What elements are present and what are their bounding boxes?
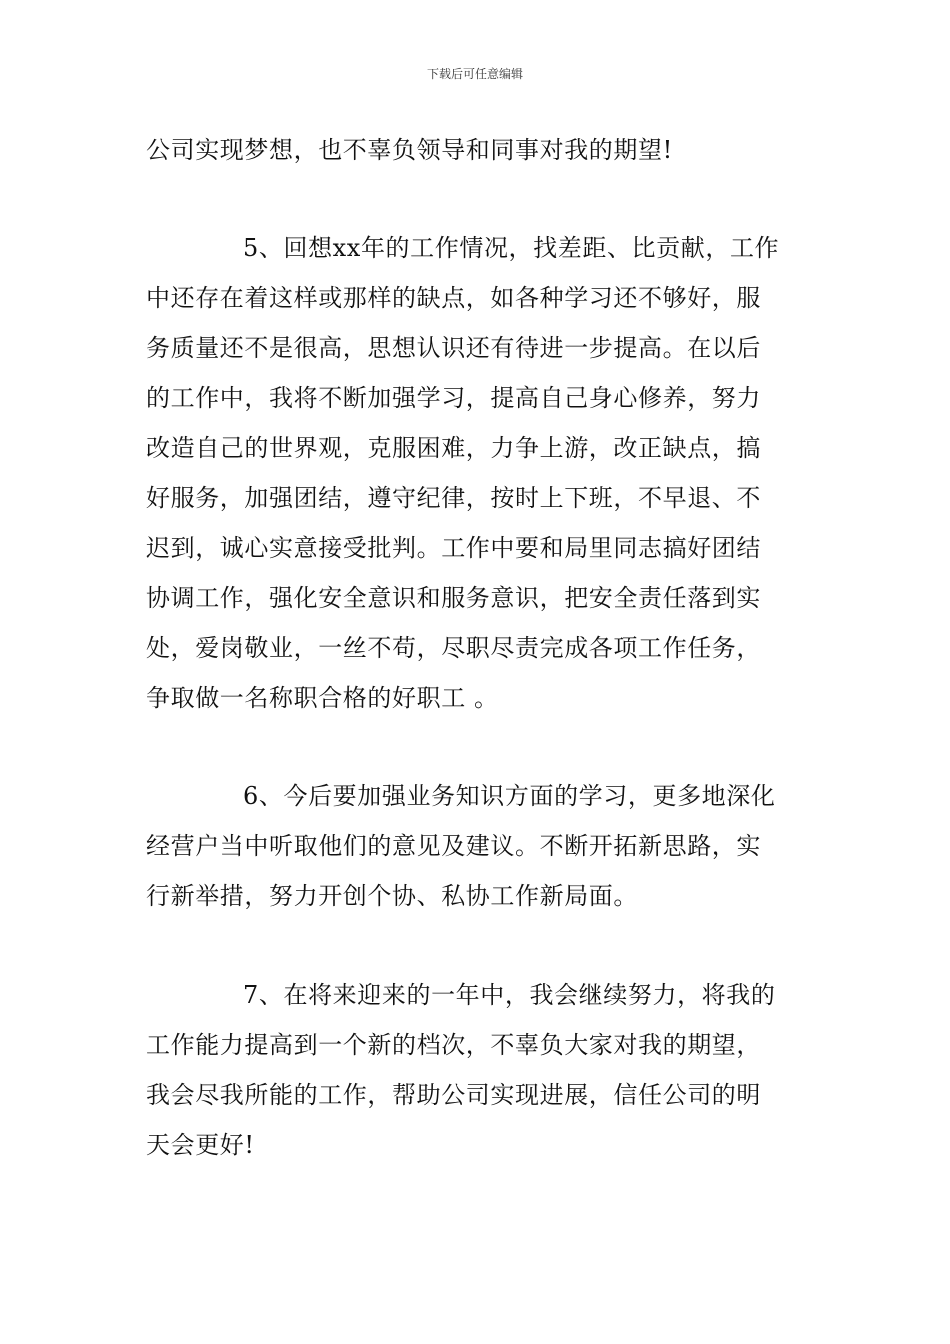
paragraph-2-line-1: 5、回想xx年的工作情况，找差距、比贡献，工作 [243,234,780,262]
paragraph-2-line-8: 协调工作，强化安全意识和服务意识，把安全责任落到实 [146,584,761,612]
paragraph-3-line-3: 行新举措，努力开创个协、私协工作新局面。 [146,882,638,910]
paragraph-4-line-3: 我会尽我所能的工作，帮助公司实现进展，信任公司的明 [146,1081,761,1109]
paragraph-2-line-4: 的工作中，我将不断加强学习，提高自己身心修养，努力 [146,384,761,412]
paragraph-2-line-9: 处，爱岗敬业，一丝不苟，尽职尽责完成各项工作任务， [146,634,761,662]
paragraph-3-line-2: 经营户当中听取他们的意见及建议。不断开拓新思路，实 [146,832,761,860]
paragraph-4-line-4: 天会更好! [146,1131,255,1159]
paragraph-4-line-2: 工作能力提高到一个新的档次，不辜负大家对我的期望， [146,1031,761,1059]
paragraph-2-line-10: 争取做一名称职合格的好职工 。 [146,684,499,712]
paragraph-4-line-1: 7、在将来迎来的一年中，我会继续努力，将我的 [243,981,776,1009]
paragraph-2-line-2: 中还存在着这样或那样的缺点，如各种学习还不够好，服 [146,284,761,312]
paragraph-1-line-1: 公司实现梦想，也不辜负领导和同事对我的期望! [146,136,673,164]
paragraph-3-line-1: 6、今后要加强业务知识方面的学习，更多地深化 [243,782,776,810]
paragraph-2-line-3: 务质量还不是很高，思想认识还有待进一步提高。在以后 [146,334,761,362]
page-header: 下载后可任意编辑 [426,67,523,81]
paragraph-2-line-6: 好服务，加强团结，遵守纪律，按时上下班，不早退、不 [146,484,761,512]
paragraph-2-line-5: 改造自己的世界观，克服困难，力争上游，改正缺点，搞 [146,434,761,462]
paragraph-2-line-7: 迟到，诚心实意接受批判。工作中要和局里同志搞好团结 [146,534,761,562]
